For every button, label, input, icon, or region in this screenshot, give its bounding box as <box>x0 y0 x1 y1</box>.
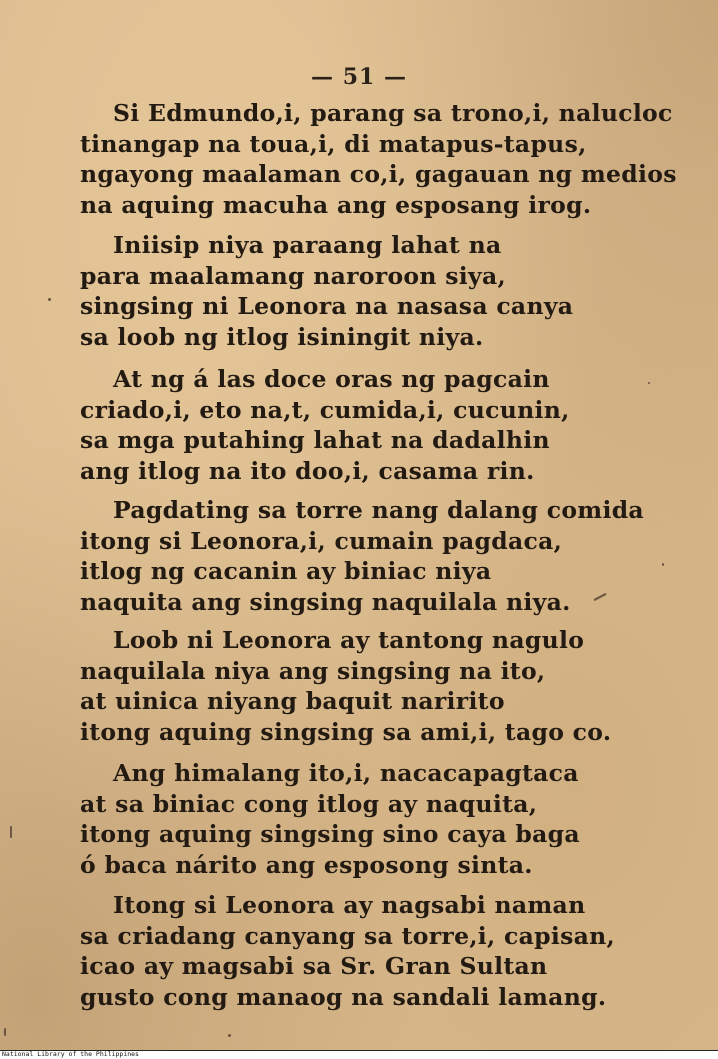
verse-line: naquita ang singsing naquilala niya. <box>80 587 571 616</box>
paper-speck <box>10 826 12 838</box>
verse-line: ó baca nárito ang esposong sinta. <box>80 850 533 879</box>
paper-speck <box>648 382 650 384</box>
paper-speck <box>4 1028 6 1036</box>
verse-line: At ng á las doce oras ng pagcain <box>113 365 550 393</box>
stanza-7 <box>80 890 680 1012</box>
verse-line: ngayong maalaman co,i, gagauan ng medios <box>80 160 677 188</box>
verse-line: itong aquing singsing sa ami,i, tago co. <box>80 717 612 746</box>
verse-line: sa loob ng itlog isiningit niya. <box>80 322 484 351</box>
verse-line: icao ay magsabi sa Sr. Gran Sultan <box>80 952 548 980</box>
verse-line: gusto cong manaog na sandali lamang. <box>80 982 607 1011</box>
verse-line: Pagdating sa torre nang dalang comida <box>113 496 644 524</box>
verse-line: singsing ni Leonora na nasasa canya <box>80 292 574 320</box>
verse-line: Iniisip niya paraang lahat na <box>113 231 502 259</box>
paper-speck <box>228 1034 231 1037</box>
page-number: — 51 — <box>311 64 407 90</box>
verse-line: sa mga putahing lahat na dadalhin <box>80 426 550 454</box>
verse-line: Loob ni Leonora ay tantong nagulo <box>113 626 585 654</box>
verse-line: criado,i, eto na,t, cumida,i, cucunin, <box>80 395 570 424</box>
verse-line: itong si Leonora,i, cumain pagdaca, <box>80 526 563 555</box>
verse-line: ang itlog na ito doo,i, casama rin. <box>80 456 535 485</box>
stanza-5 <box>80 625 680 747</box>
verse-line: itong aquing singsing sino caya baga <box>80 820 580 848</box>
verse-line: itlog ng cacanin ay biniac niya <box>80 557 492 585</box>
verse-line: at uinica niyang baquit naririto <box>80 687 505 715</box>
verse-line: tinangap na toua,i, di matapus-tapus, <box>80 129 587 158</box>
verse-line: sa criadang canyang sa torre,i, capisan, <box>80 921 616 950</box>
verse-line: Itong si Leonora ay nagsabi naman <box>113 891 586 919</box>
paper-speck <box>662 563 664 566</box>
verse-line: naquilala niya ang singsing na ito, <box>80 656 546 685</box>
verse-line: na aquing macuha ang esposang irog. <box>80 190 592 219</box>
stanza-6 <box>80 758 680 880</box>
paper-speck <box>48 298 51 301</box>
library-credit: National Library of the Philippines <box>2 1050 139 1058</box>
verse-line: para maalamang naroroon siya, <box>80 261 506 290</box>
verse-line: at sa biniac cong itlog ay naquita, <box>80 789 538 818</box>
verse-line: Si Edmundo,i, parang sa trono,i, nalucloc <box>113 99 673 127</box>
stanza-2 <box>80 230 680 352</box>
stanza-3 <box>80 364 680 486</box>
stanza-4 <box>80 495 680 617</box>
verse-line: Ang himalang ito,i, nacacapagtaca <box>113 759 579 787</box>
stanza-1 <box>80 98 680 220</box>
